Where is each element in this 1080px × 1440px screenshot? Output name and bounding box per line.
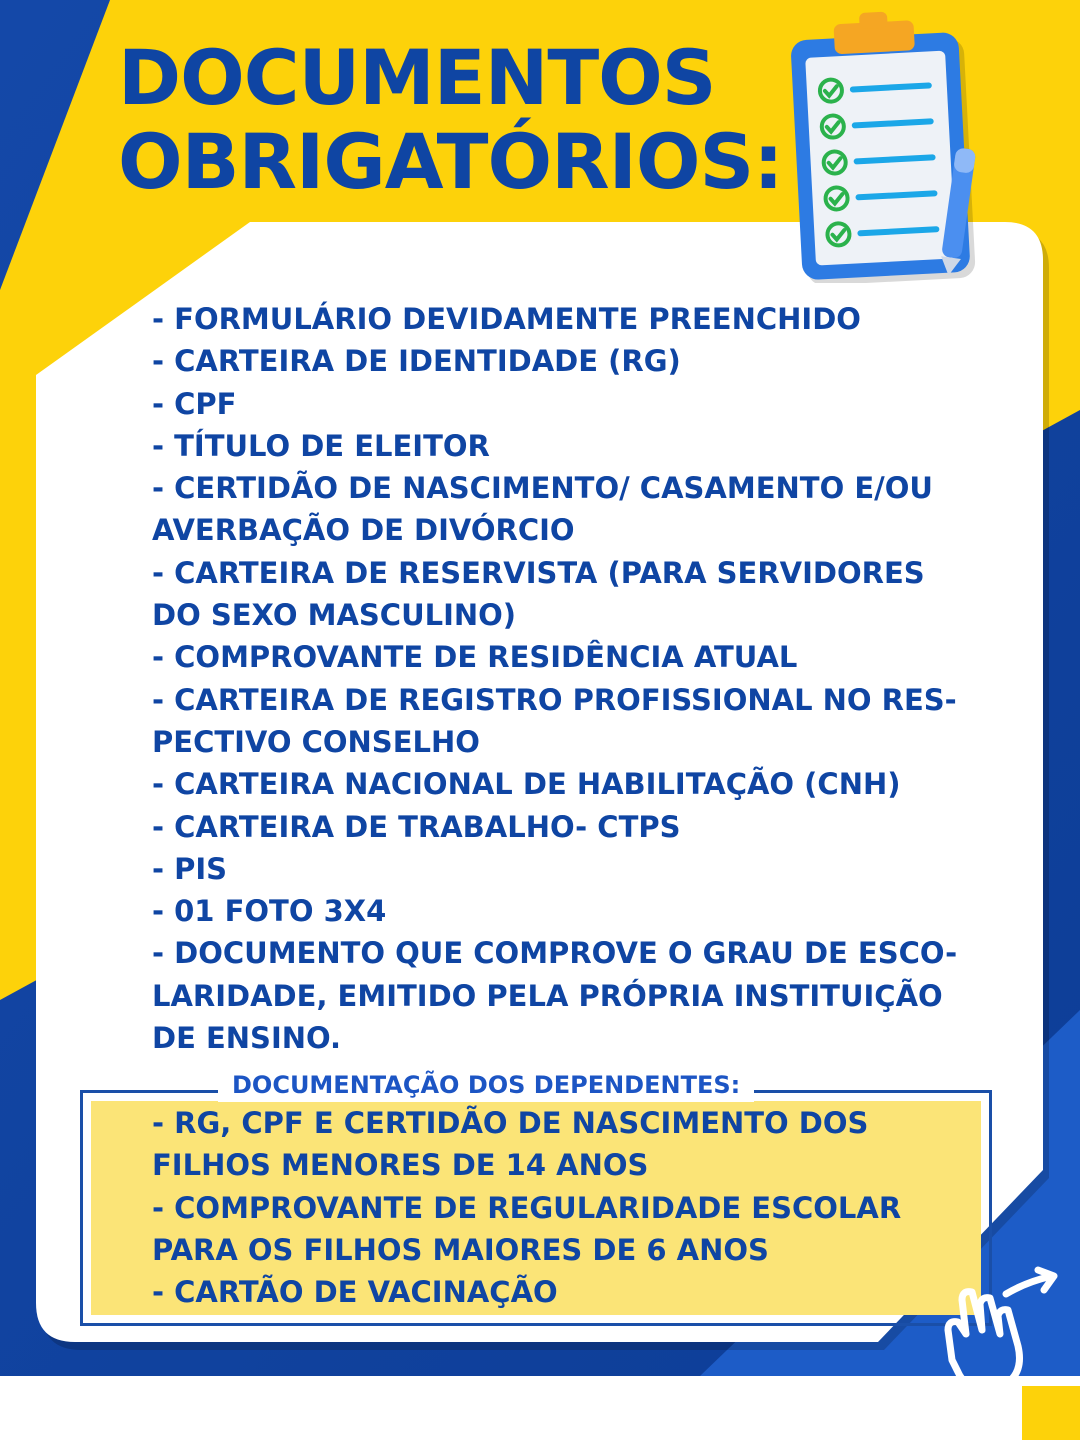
documents-list xyxy=(152,298,1032,1059)
list-item: - CARTÃO DE VACINAÇÃO xyxy=(152,1275,558,1310)
list-item: - CARTEIRA DE RESERVISTA (PARA SERVIDORES xyxy=(152,555,925,590)
list-item: - COMPROVANTE DE REGULARIDADE ESCOLAR xyxy=(152,1190,902,1225)
list-item: AVERBAÇÃO DE DIVÓRCIO xyxy=(152,513,575,548)
list-item: - DOCUMENTO QUE COMPROVE O GRAU DE ESCO- xyxy=(152,936,958,971)
dependents-title: DOCUMENTAÇÃO DOS DEPENDENTES: xyxy=(218,1068,754,1102)
list-item: - CARTEIRA NACIONAL DE HABILITAÇÃO (CNH) xyxy=(152,767,901,802)
list-item: - CARTEIRA DE TRABALHO- CTPS xyxy=(152,809,681,844)
list-item: LARIDADE, EMITIDO PELA PRÓPRIA INSTITUIÇÃO xyxy=(152,978,943,1013)
list-item: - PIS xyxy=(152,851,228,886)
list-item: - FORMULÁRIO DEVIDAMENTE PREENCHIDO xyxy=(152,302,861,336)
list-item: - 01 FOTO 3X4 xyxy=(152,894,387,929)
list-item: - RG, CPF E CERTIDÃO DE NASCIMENTO DOS xyxy=(152,1106,869,1140)
list-item: - CPF xyxy=(152,386,237,421)
dependents-list xyxy=(152,1102,1032,1313)
list-item: - COMPROVANTE DE RESIDÊNCIA ATUAL xyxy=(152,640,798,675)
list-item: - CERTIDÃO DE NASCIMENTO/ CASAMENTO E/OU xyxy=(152,471,933,506)
list-item: - CARTEIRA DE REGISTRO PROFISSIONAL NO RES- xyxy=(152,682,957,717)
list-item: PARA OS FILHOS MAIORES DE 6 ANOS xyxy=(152,1232,769,1267)
list-item: FILHOS MENORES DE 14 ANOS xyxy=(152,1148,649,1183)
tap-hand-icon xyxy=(940,1260,1065,1395)
list-item: DE ENSINO. xyxy=(152,1021,342,1056)
page-title-line-1: DOCUMENTOS xyxy=(118,33,716,122)
list-item: DO SEXO MASCULINO) xyxy=(152,598,517,633)
page-title-line-2: OBRIGATÓRIOS: xyxy=(118,117,783,206)
list-item: - TÍTULO DE ELEITOR xyxy=(152,428,490,463)
list-item: PECTIVO CONSELHO xyxy=(152,724,480,759)
list-item: - CARTEIRA DE IDENTIDADE (RG) xyxy=(152,344,681,379)
clipboard-checklist-icon xyxy=(782,8,982,283)
